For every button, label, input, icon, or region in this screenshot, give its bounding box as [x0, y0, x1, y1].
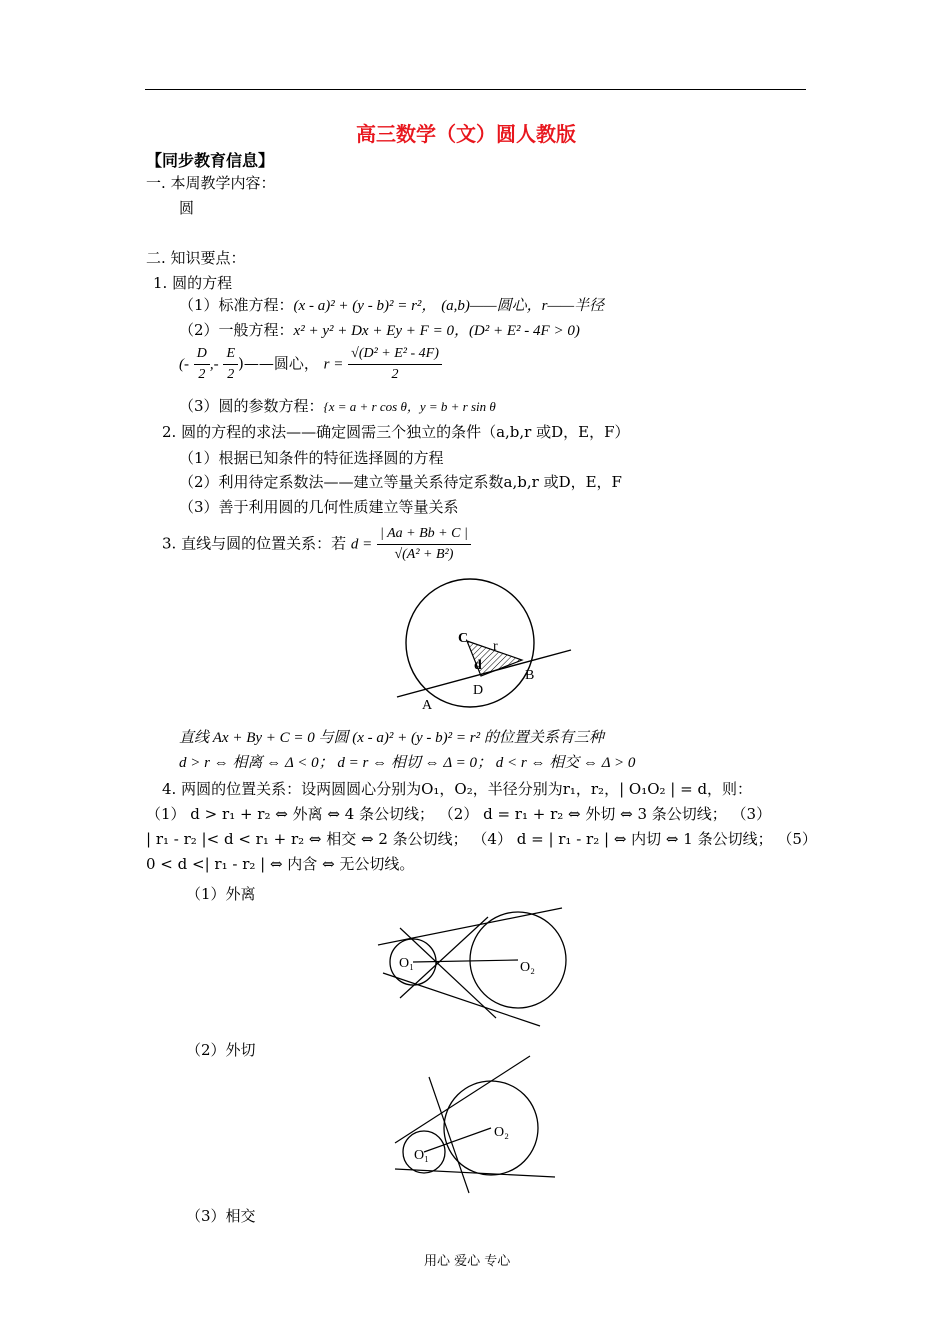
method-item-2: （2）利用待定系数法——建立等量关系待定系数a,b,r 或D，E，F: [179, 473, 622, 491]
standard-equation: [179, 295, 604, 316]
part1-heading: 一. 本周教学内容：: [146, 174, 276, 192]
label-b: B: [525, 668, 535, 683]
general-formula: x² + y² + Dx + Ey + F = 0，(D² + E² - 4F > 0): [293, 323, 580, 339]
parametric-equation: [179, 396, 496, 417]
page-footer: 用心 爱心 专心: [424, 1254, 511, 1269]
figure-line-circle: [395, 580, 575, 715]
center-line: [413, 960, 518, 962]
line-position-title: [162, 524, 471, 565]
equation-title: 1. 圆的方程: [153, 274, 233, 292]
figure-tangent-circles: [393, 1053, 558, 1195]
label-o1: O₁: [414, 1148, 429, 1163]
label-d: D: [473, 683, 484, 698]
radius-prefix: r =: [323, 356, 344, 373]
tangent-inner-1: [400, 928, 496, 1018]
standard-center: (a,b)——圆心，r——半径: [441, 298, 605, 314]
label-o1: O₁: [399, 956, 414, 971]
header-rule: [145, 89, 806, 90]
center-line: [424, 1128, 491, 1152]
document-title: 高三数学（文）圆人教版: [356, 122, 576, 146]
distance-fraction: $\frac{| Aa + Bb + C |}{\text{√(A² + B²)}}$: [377, 524, 471, 565]
two-circle-line-1: 4. 两圆的位置关系：设两圆圆心分别为O₁，O₂，半径分别为r₁，r₂，| O₁O₂ | = d，则：: [162, 780, 753, 798]
center-fraction-d: $\frac{D}{2}$: [194, 344, 210, 385]
radius-fraction: $\frac{\text{√(D² + E² - 4F)}}{2}$: [348, 344, 442, 385]
section-header: 【同步教育信息】: [146, 151, 275, 170]
standard-formula: (x - a)² + (y - b)² = r²，: [293, 298, 437, 314]
method-title: 2. 圆的方程的求法——确定圆需三个独立的条件（a,b,r 或D，E，F）: [162, 423, 630, 441]
general-equation: [179, 320, 580, 341]
method-item-1: （1）根据已知条件的特征选择圆的方程: [179, 449, 444, 467]
two-circle-line-4: 0 < d <| r₁ - r₂ | ⇔ 内含 ⇔ 无公切线。: [146, 855, 415, 873]
part1-content: 圆: [179, 199, 195, 217]
tangent-outer-bottom: [383, 973, 540, 1026]
center-text: )——圆心，: [238, 354, 319, 373]
part2-heading: 二. 知识要点：: [146, 249, 246, 267]
two-circle-line-2: （1） d > r₁ + r₂ ⇔ 外离 ⇔ 4 条公切线； （2） d = r₁ + r₂ ⇔ 外切 ⇔ 3 条公切线； （3）: [146, 805, 772, 823]
figure-external-circles: [378, 905, 564, 1027]
case-intersect: （3）相交: [186, 1207, 256, 1225]
label-d-small: d: [474, 658, 482, 673]
line-title-text: 3. 直线与圆的位置关系：若: [162, 534, 347, 553]
parametric-formula: {x = a + r cos θ，y = b + r sin θ: [323, 399, 496, 414]
tangent-outer-top: [378, 908, 562, 945]
label-o2: O₂: [494, 1125, 509, 1140]
case-external: （1）外离: [186, 885, 256, 903]
label-a: A: [422, 698, 433, 713]
line-circle-cases: d > r ⇔ 相离 ⇔ Δ < 0； d = r ⇔ 相切 ⇔ Δ = 0； d < r ⇔ 相交 ⇔ Δ > 0: [179, 755, 636, 771]
case-tangent: （2）外切: [186, 1041, 256, 1059]
label-c: C: [458, 631, 469, 646]
label-r: r: [493, 639, 498, 654]
line-circle-relation: 直线 Ax + By + C = 0 与圆 (x - a)² + (y - b)² = r² 的位置关系有三种: [179, 730, 604, 746]
tangent-common: [429, 1077, 469, 1193]
general-label: （2）一般方程：: [179, 321, 294, 339]
standard-label: （1）标准方程：: [179, 296, 294, 314]
two-circle-line-3: | r₁ - r₂ |< d < r₁ + r₂ ⇔ 相交 ⇔ 2 条公切线； （4） d = | r₁ - r₂ | ⇔ 内切 ⇔ 1 条公切线； （5）: [146, 830, 817, 848]
parametric-label: （3）圆的参数方程：: [179, 397, 324, 415]
general-center-radius: (- $\frac{D}{2}$ ,- $\frac{E}{2}$ )——圆心， r = $\frac{\text{√(D² + E² - 4F)}}{2}$: [179, 344, 442, 385]
label-o2: O₂: [520, 960, 535, 975]
center-fraction-e: $\frac{E}{2}$: [223, 344, 238, 385]
method-item-3: （3）善于利用圆的几何性质建立等量关系: [179, 498, 459, 516]
tangent-top: [395, 1056, 530, 1143]
line-d: d =: [350, 536, 373, 553]
